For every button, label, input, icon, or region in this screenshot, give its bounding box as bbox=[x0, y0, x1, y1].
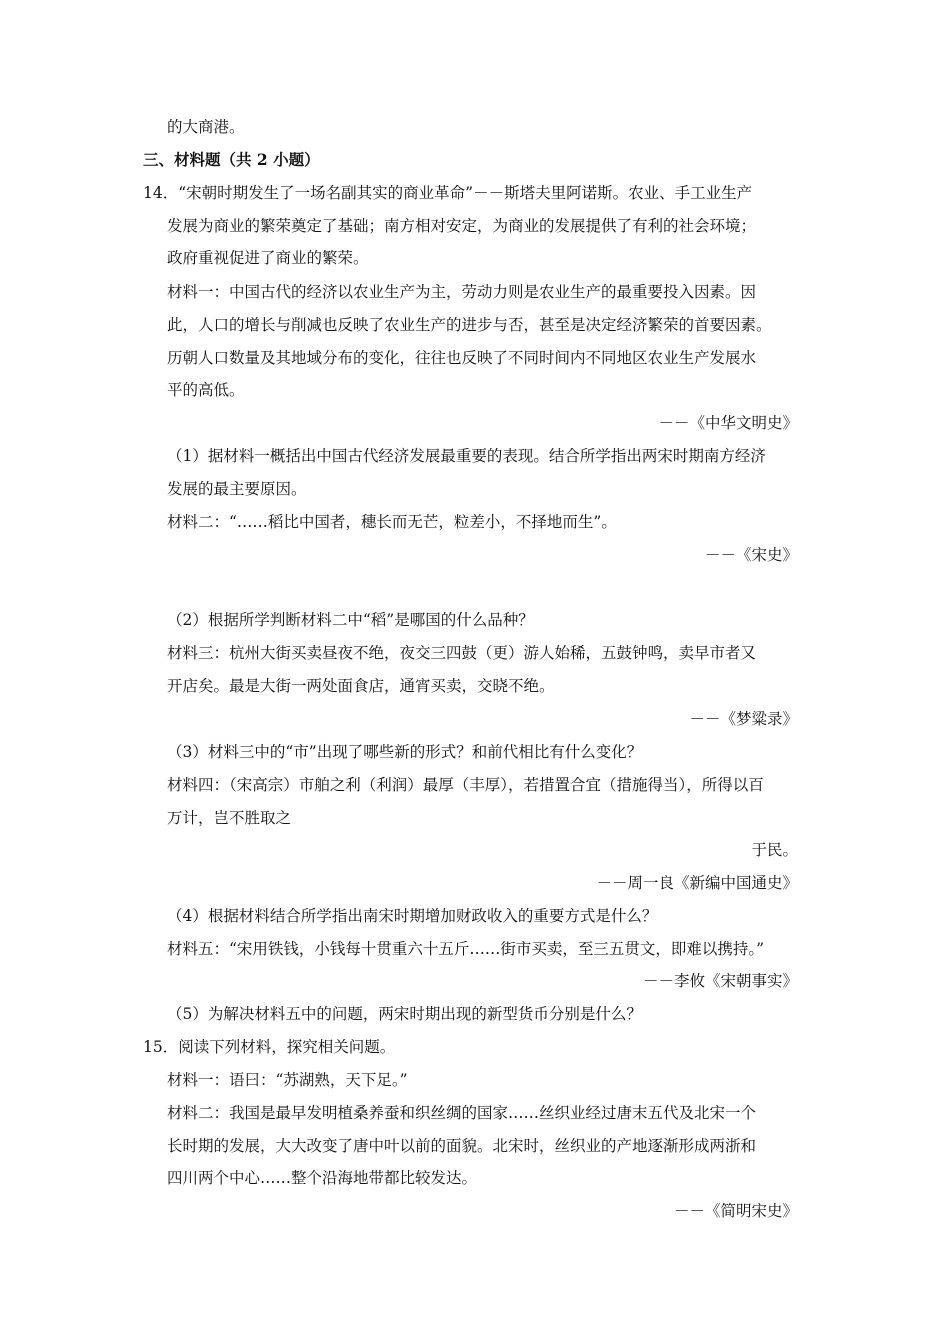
sub-question-3: （3）材料三中的“市”出现了哪些新的形式？和前代相比有什么变化？ bbox=[167, 743, 643, 761]
text-line: 万计，岂不胜取之 bbox=[167, 809, 292, 827]
source-citation: －－周一良《新编中国通史》 bbox=[596, 874, 798, 892]
material-2: 材料二：我国是最早发明植桑养蚕和织丝绸的国家……丝织业经过唐末五代及北宋一个 bbox=[167, 1104, 757, 1122]
text-line: 四川两个中心……整个沿海地带都比较发达。 bbox=[167, 1169, 478, 1187]
text-line: 开店矣。最是大街一两处面食店，通宵买卖，交晓不绝。 bbox=[167, 677, 555, 695]
text-line: 于民。 bbox=[751, 841, 798, 859]
sub-question-1: （1）据材料一概括出中国古代经济发展最重要的表现。结合所学指出两宋时期南方经济 bbox=[167, 447, 766, 465]
source-citation: －－《简明宋史》 bbox=[673, 1202, 798, 1220]
source-citation: －－李攸《宋朝事实》 bbox=[642, 972, 798, 990]
sub-question-4: （4）根据材料结合所学指出南宋时期增加财政收入的重要方式是什么？ bbox=[167, 907, 658, 925]
question-15: 15．阅读下列材料，探究相关问题。 bbox=[143, 1038, 396, 1056]
source-citation: －－《宋史》 bbox=[704, 546, 798, 564]
material-2: 材料二：“……稻比中国者，穗长而无芒，粒差小，不择地而生”。 bbox=[167, 513, 617, 531]
text-line: 历朝人口数量及其地域分布的变化，往往也反映了不同时间内不同地区农业生产发展水 bbox=[167, 349, 757, 367]
material-3: 材料三：杭州大街买卖昼夜不绝，夜交三四鼓（更）游人始稀，五鼓钟鸣，卖早市者又 bbox=[167, 644, 757, 662]
text-line: 的大商港。 bbox=[167, 118, 245, 136]
text-line: 政府重视促进了商业的繁荣。 bbox=[167, 249, 369, 267]
text-line: 发展的最主要原因。 bbox=[167, 480, 307, 498]
text-line: 此，人口的增长与削减也反映了农业生产的进步与否，甚至是决定经济繁荣的首要因素。 bbox=[167, 316, 772, 334]
sub-question-2: （2）根据所学判断材料二中“稻”是哪国的什么品种？ bbox=[167, 611, 534, 629]
section-heading: 三、材料题（共 2 小题） bbox=[143, 150, 320, 169]
text-line: 发展为商业的繁荣奠定了基础；南方相对安定，为商业的发展提供了有利的社会环境； bbox=[167, 217, 757, 235]
question-14: 14．“宋朝时期发生了一场名副其实的商业革命”－－斯塔夫里阿诺斯。农业、手工业生产 bbox=[143, 184, 753, 202]
text-line: 长时期的发展，大大改变了唐中叶以前的面貌。北宋时，丝织业的产地逐渐形成两浙和 bbox=[167, 1137, 757, 1155]
sub-question-5: （5）为解决材料五中的问题，两宋时期出现的新型货币分别是什么？ bbox=[167, 1005, 642, 1023]
material-1: 材料一：语曰：“苏湖熟，天下足。” bbox=[167, 1071, 408, 1089]
text-line: 平的高低。 bbox=[167, 381, 245, 399]
material-5: 材料五：“宋用铁钱，小钱每十贯重六十五斤……街市买卖，至三五贯文，即难以携持。” bbox=[167, 940, 765, 958]
material-1: 材料一：中国古代的经济以农业生产为主，劳动力则是农业生产的最重要投入因素。因 bbox=[167, 283, 757, 301]
source-citation: －－《梦粱录》 bbox=[689, 710, 798, 728]
source-citation: －－《中华文明史》 bbox=[658, 414, 798, 432]
material-4: 材料四：（宋高宗）市舶之利（利润）最厚（丰厚），若措置合宜（措施得当），所得以百 bbox=[167, 776, 764, 794]
